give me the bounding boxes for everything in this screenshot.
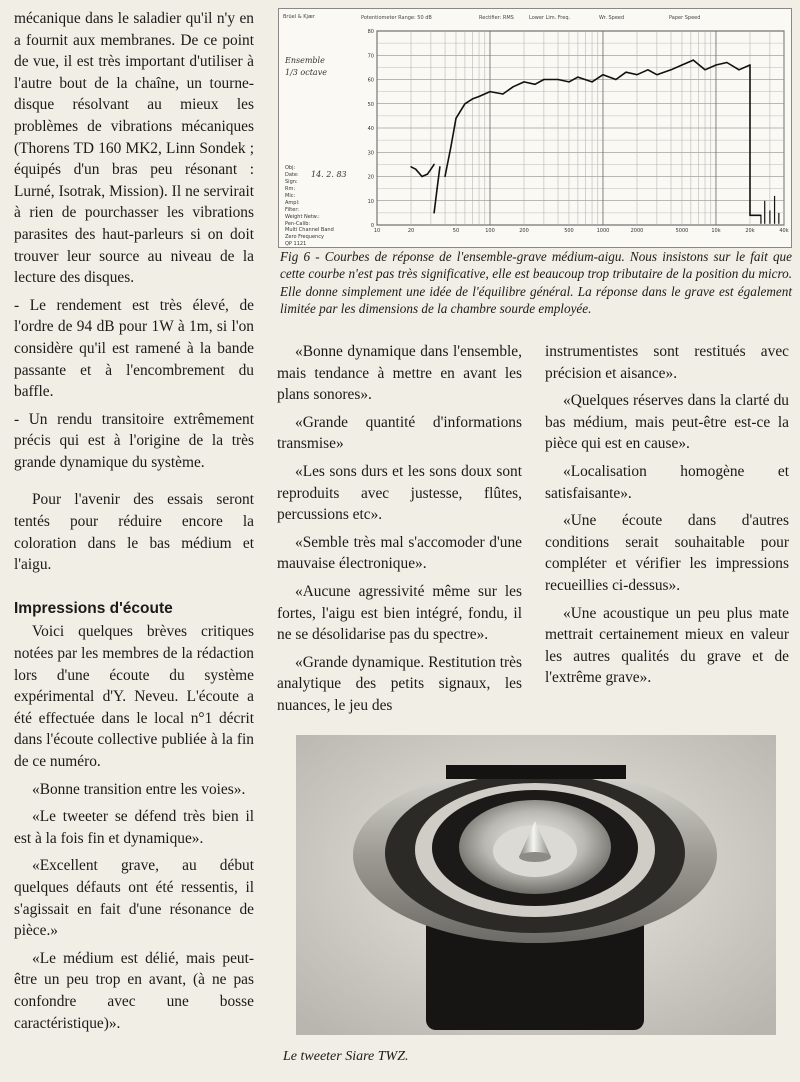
x-tick-label: 2000 [630,228,644,234]
y-tick-label: 60 [367,77,374,84]
response-curve-point [450,147,451,148]
section-heading: Impressions d'écoute [14,599,173,617]
x-tick-label: 20 [407,228,415,234]
chart-grid [377,31,784,225]
figure-caption: Fig 6 - Courbes de réponse de l'ensemble-grave médium-aigu. Nous insistons sur le fait que cette courbe n'est pas très significative, elle est beaucoup trop tributaire de la position du micro. Elle donne simplement une idée de l'équilibre général. La réponse dans le grave est également limitée par les dimensions de la chambre sourde employée. [280,249,792,317]
x-tick-label: 10k [711,228,721,234]
response-curve-point [681,64,682,65]
sidebar-label: Mic: [285,193,296,199]
x-tick-label: 200 [519,228,529,234]
response-curve-point [489,91,490,92]
response-curve-point [749,64,750,65]
quote: «Localisation homogène et satisfaisante». [545,462,789,502]
sidebar-label: Obj: [285,165,296,171]
y-tick-label: 80 [367,29,374,35]
sidebar-label: Filter: [285,207,299,213]
response-curve-point [704,69,705,70]
response-curve-point [478,96,479,97]
quote: «Les sons durs et les sons doux sont reproduits avec justesse, flûtes, percussions etc». [277,462,522,524]
chart-header [283,14,700,21]
response-curve-point [656,74,657,75]
response-curve-point [557,79,558,80]
response-curve-point [636,74,637,75]
response-curve-chart [279,9,791,247]
quote: «Quelques réserves dans la clarté du bas médium, mais peut-être est-ce la pièce qui est en cause». [545,392,789,453]
paragraph: - Un rendu transitoire extrêmement précis qui est à l'origine de la très grande dynamique du système. [14,410,254,471]
sidebar-label: Date: [285,172,299,178]
x-tick-label: 20k [745,228,755,234]
quote: «Le médium est délié, mais peut-être un peu trop en avant, (à ne pas confondre avec une bosse caractéristique)». [14,949,254,1032]
x-tick-label: 50 [452,228,460,234]
right-column [545,341,789,695]
y-tick-label: 40 [367,126,374,132]
response-curve-point [534,84,535,85]
response-curve-point [715,64,716,65]
response-curve-point [512,86,513,87]
paragraph: Pour l'avenir des essais seront tentés pour réduire encore la coloration dans le bas médium et l'aigu. [14,491,254,574]
x-tick-label: 1000 [596,228,610,234]
chart-brand: Brüel & Kjær [283,14,315,20]
response-curve-point [749,215,750,216]
response-curve-line [411,164,434,176]
response-curve-point [615,79,616,80]
sidebar-label: Weight Netw.: [285,214,320,220]
quote: «Le tweeter se défend très bien il est à la fois fin et dynamique». [14,808,254,847]
chart-date: 14. 2. 83 [311,170,347,179]
response-curve-point [436,188,437,189]
chart-paper-speed: Paper Speed [669,15,701,21]
response-curve-point [427,173,428,174]
response-curve-point [693,59,694,60]
response-curve-point [625,72,626,73]
response-curve-point [602,74,603,75]
quote: «Grande dynamique. Restitution très analytique des petits signaux, les nuances, le jeu des [277,653,522,714]
response-curve-point [568,81,569,82]
x-tick-label: 500 [564,228,574,234]
quote: «Bonne transition entre les voies». [32,780,246,798]
response-curve-point [433,212,434,213]
photo-caption: Le tweeter Siare TWZ. [283,1049,409,1064]
tweeter-photo [296,735,776,1035]
quote: «Excellent grave, au début quelques défauts ont été ressentis, il s'agissait en fait d'une résonance de pièce.» [14,857,254,940]
response-curve-point [738,69,739,70]
y-tick-label: 20 [367,174,374,181]
handwritten-note: Ensemble [285,56,325,65]
y-tick-label: 30 [367,150,374,157]
response-curve-point [464,103,465,104]
middle-column [277,341,522,723]
sidebar-label: Rm: [285,186,296,192]
response-curve-point [543,79,544,80]
chart-series [410,59,779,223]
quote: «Bonne dynamique dans l'ensemble, mais tendance à mettre en avant les plans sonores». [277,343,522,404]
handwritten-note: 1/3 octave [285,68,327,77]
response-curve-point [591,81,592,82]
x-tick-label: 10 [373,228,381,234]
y-tick-label: 0 [370,223,374,229]
chart-writing-speed: Wr. Speed [599,15,625,21]
response-curve-point [670,69,671,70]
response-curve-point [410,166,411,167]
sidebar-label: Pen-Calib: [285,221,311,227]
response-curve-point [577,76,578,77]
response-curve-point [502,93,503,94]
chart-bottom-label: Zero Frequency [285,234,324,240]
response-curve-point [444,176,445,177]
response-curve-point [647,69,648,70]
response-curve-point [433,164,434,165]
response-curve-point [415,169,416,170]
response-curve-point [472,98,473,99]
chart-bottom-label: Multi Channel Band [285,227,334,233]
response-curve-line [434,167,440,213]
quote: «Aucune agressivité même sur les fortes, l'aigu est bien intégré, fondu, il ne se désolidarise pas du spectre». [277,582,522,644]
response-curve-point [439,166,440,167]
left-column [14,8,254,1040]
sidebar-label: Sign: [285,179,298,185]
chart-bottom-label: QP 1121 [285,241,307,247]
x-tick-label: 40k [779,228,789,234]
response-curve-point [523,81,524,82]
paragraph: mécanique dans le saladier qu'il n'y en a fournit aux membranes. De ce point de vue, il est très important d'utiliser à l'autre bout de la chaîne, un tourne-disque résolvant au mieux les problèmes de vibrations mécaniques (Thorens TD 160 MK2, Linn Sondek ; équipés d'un bras peu résonant : Lurné, Isotrak, Mission). Il ne servirait à rien de pourchasser les vibrations parasites des haut-parleurs si on doit trouver leur source au niveau de la lecture des disques. [14,10,254,287]
x-tick-label: 100 [485,228,495,234]
sidebar-label: Ampl: [285,200,300,206]
quote: «Une écoute dans d'autres conditions serait souhaitable pour compléter et vérifier les impressions recueillies ci-dessus». [545,512,789,594]
chart-lower-lim: Lower Lim. Freq. [529,15,571,21]
response-curve-point [726,62,727,63]
paragraph: Voici quelques brèves critiques notées par les membres de la rédaction lors d'une écoute du système expérimental d'Y. Neveu. L'écoute a été effectuée dans le local n°1 décrit dans l'écoute collective publiée à la fin de ce numéro. [14,623,254,770]
response-curve-point [430,169,431,170]
y-tick-label: 10 [367,198,374,205]
response-curve-figure [278,8,792,248]
x-tick-label: 5000 [675,228,689,234]
response-curve-point [421,176,422,177]
quote: «Grande quantité d'informations transmise» [277,413,522,453]
y-tick-label: 70 [367,53,374,60]
quote: «Une acoustique un peu plus mate mettrait certainement mieux en valeur les autres qualités du grave et de l'extrême grave». [545,604,789,687]
paragraph: - Le rendement est très élevé, de l'ordre de 94 dB pour 1W à 1m, si l'on considère qu'il est ramené à la bande passante et à l'encombrement du baffle. [14,296,254,401]
response-curve-point [455,118,456,119]
chart-rectifier: Rectifier: RMS [479,15,514,21]
chart-potentiometer: Potentiometer Range: 50 dB [361,15,432,21]
quote: instrumentistes sont restitués avec précision et aisance». [545,343,789,382]
y-tick-label: 50 [367,101,374,108]
quote: «Semble très mal s'accomoder d'une mauvaise électronique». [277,533,522,573]
